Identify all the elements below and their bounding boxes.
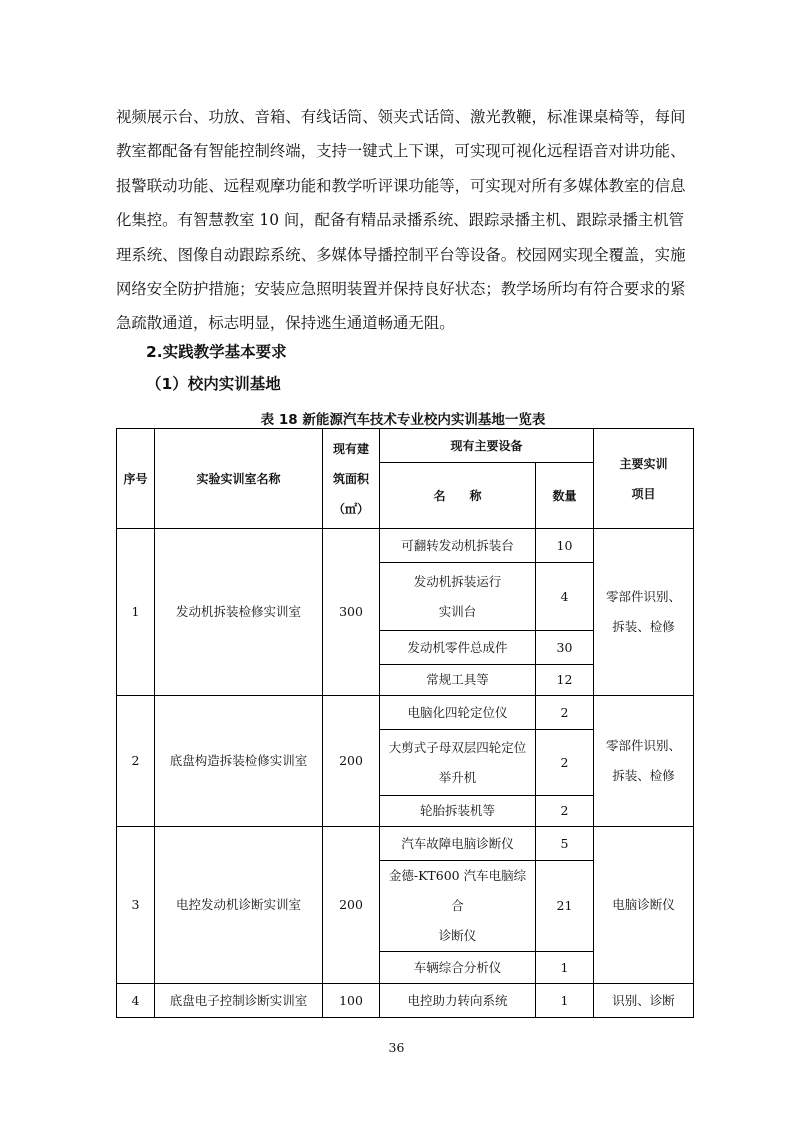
- cell-text-line: 举升机: [438, 769, 477, 785]
- paragraph-line: 网络安全防护措施；安装应急照明装置并保持良好状态；教学场所均有符合要求的紧: [116, 279, 686, 298]
- header-equipment-name: 名 称: [380, 463, 536, 529]
- cell-text-line: 诊断仪: [438, 928, 477, 943]
- paragraph-line: 视频展示台、功放、音箱、有线话筒、领夹式话筒、激光教鞭，标准课桌椅等，每间: [116, 108, 686, 126]
- cell-equipment-qty: 21: [536, 861, 594, 952]
- paragraph-line: 理系统、图像自动跟踪系统、多媒体导播控制平台等设备。校园网实现全覆盖，实施: [116, 245, 686, 264]
- cell-text-line: 零部件识别、: [606, 589, 682, 604]
- cell-text-line: 实训台: [438, 603, 477, 619]
- cell-equipment-name: 轮胎拆装机等: [380, 796, 536, 827]
- cell-equipment-name: 汽车故障电脑诊断仪: [380, 827, 536, 861]
- cell-project: [594, 696, 694, 827]
- cell-equipment-name: [380, 730, 536, 796]
- cell-room-name: 发动机拆装检修实训室: [155, 529, 323, 696]
- cell-project: [594, 529, 694, 696]
- cell-equipment-name: 常规工具等: [380, 665, 536, 696]
- subsection-heading: （1）校内实训基地: [146, 375, 281, 393]
- cell-equipment-name: 发动机零件总成件: [380, 631, 536, 665]
- header-area-line-1: 现有建: [332, 441, 369, 456]
- header-project-line-1: 主要实训: [619, 456, 668, 471]
- header-equipment-qty: 数量: [536, 463, 594, 529]
- table-row: [117, 529, 694, 563]
- paragraph-line: 报警联动功能、远程观摩功能和教学听评课功能等，可实现对所有多媒体教室的信息: [116, 176, 686, 195]
- cell-text-line: 金德-KT600 汽车电脑综合: [388, 868, 527, 913]
- cell-project: 识别、诊断: [594, 984, 694, 1018]
- cell-equipment-name: 车辆综合分析仪: [380, 952, 536, 984]
- header-seq: 序号: [117, 429, 155, 529]
- cell-equipment-qty: 1: [536, 984, 594, 1018]
- table-row: [117, 827, 694, 861]
- cell-equipment-qty: 2: [536, 696, 594, 730]
- cell-equipment-qty: 2: [536, 796, 594, 827]
- body-paragraph: [116, 100, 690, 341]
- cell-text-line: 拆装、检修: [612, 768, 675, 783]
- cell-equipment-qty: 5: [536, 827, 594, 861]
- header-area-line-3: （㎡）: [332, 501, 369, 516]
- cell-equipment-qty: 30: [536, 631, 594, 665]
- cell-seq: 3: [117, 827, 155, 984]
- cell-room-name: 电控发动机诊断实训室: [155, 827, 323, 984]
- cell-equipment-name: 电脑化四轮定位仪: [380, 696, 536, 730]
- cell-area: 200: [323, 827, 380, 984]
- cell-room-name: 底盘电子控制诊断实训室: [155, 984, 323, 1018]
- header-room-name: 实验实训室名称: [155, 429, 323, 529]
- cell-room-name: 底盘构造拆装检修实训室: [155, 696, 323, 827]
- header-area: [323, 429, 380, 529]
- cell-equipment-qty: 10: [536, 529, 594, 563]
- cell-equipment-qty: 1: [536, 952, 594, 984]
- cell-seq: 1: [117, 529, 155, 696]
- cell-text-line: 零部件识别、: [606, 738, 682, 753]
- paragraph-line: 化集控。有智慧教室 10 间，配备有精品录播系统、跟踪录播主机、跟踪录播主机管: [116, 211, 685, 230]
- cell-seq: 4: [117, 984, 155, 1018]
- cell-area: 100: [323, 984, 380, 1018]
- cell-equipment-name: 电控助力转向系统: [380, 984, 536, 1018]
- cell-equipment-name: [380, 563, 536, 631]
- header-project-line-2: 项目: [631, 486, 656, 501]
- header-equipment: 现有主要设备: [380, 429, 594, 463]
- cell-equipment-name: [380, 861, 536, 952]
- table-row: [117, 696, 694, 730]
- cell-area: 300: [323, 529, 380, 696]
- cell-text-line: 大剪式子母双层四轮定位: [388, 739, 527, 755]
- section-heading: 2.实践教学基本要求: [146, 343, 287, 361]
- cell-project: 电脑诊断仪: [594, 827, 694, 984]
- cell-seq: 2: [117, 696, 155, 827]
- paragraph-line: 急疏散通道，标志明显，保持逃生通道畅通无阻。: [116, 314, 455, 333]
- training-base-table: [116, 428, 694, 1018]
- cell-equipment-qty: 4: [536, 563, 594, 631]
- header-project: [594, 429, 694, 529]
- page-number: 36: [388, 1040, 405, 1055]
- table-caption: 表 18 新能源汽车技术专业校内实训基地一览表: [260, 412, 546, 428]
- cell-equipment-qty: 12: [536, 665, 594, 696]
- header-area-line-2: 筑面积: [332, 471, 369, 486]
- cell-text-line: 拆装、检修: [612, 619, 675, 634]
- paragraph-line: 教室都配备有智能控制终端，支持一键式上下课，可实现可视化远程语音对讲功能、: [116, 142, 686, 161]
- cell-equipment-qty: 2: [536, 730, 594, 796]
- cell-equipment-name: 可翻转发动机拆装台: [380, 529, 536, 563]
- cell-area: 200: [323, 696, 380, 827]
- cell-text-line: 发动机拆装运行: [413, 573, 502, 589]
- table-row: [117, 984, 694, 1018]
